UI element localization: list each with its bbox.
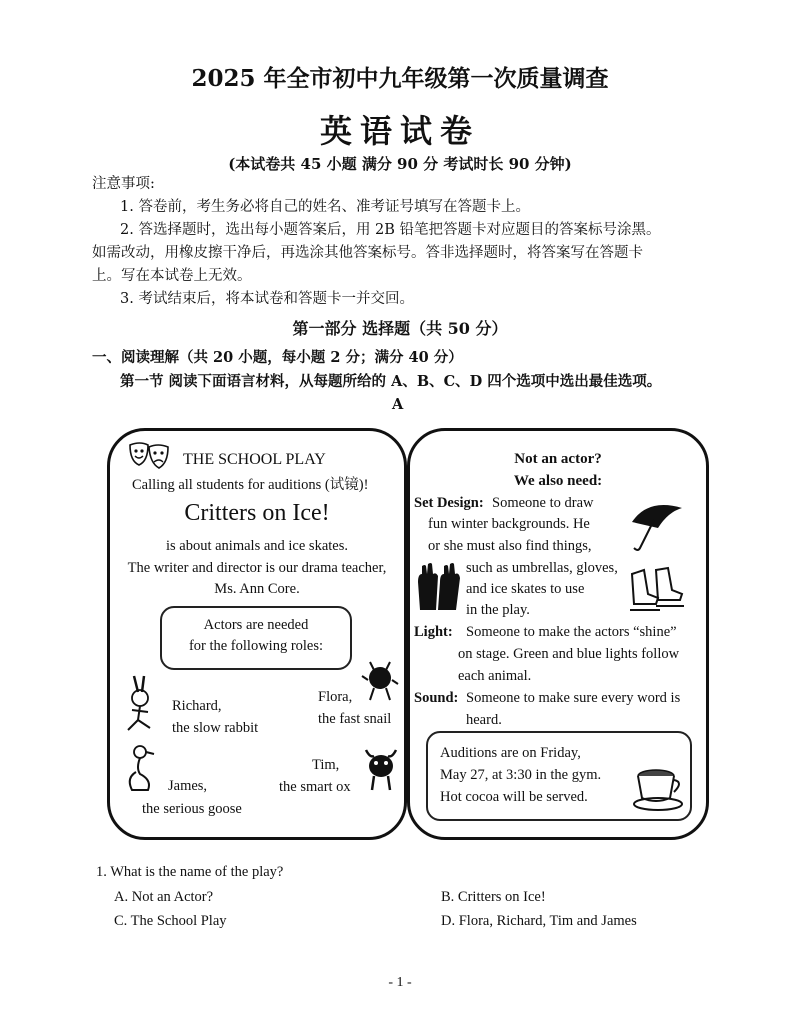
question-1-stem: 1. What is the name of the play? — [96, 864, 284, 880]
set-design-label: Set Design: — [414, 495, 484, 511]
ice-skates-icon — [628, 566, 686, 616]
right-heading-2: We also need: — [513, 473, 603, 489]
play-about: is about animals and ice skates. — [165, 538, 348, 554]
part-title: 第一部分 选择题（共 50 分） — [292, 319, 508, 338]
light-line-1: Someone to make the actors “shine” — [466, 624, 677, 640]
ox-icon — [360, 744, 402, 794]
rabbit-icon — [120, 674, 164, 734]
set-design-line-4: such as umbrellas, gloves, — [466, 560, 618, 576]
role-james-name: James, — [168, 778, 208, 794]
question-1-option-a[interactable]: A. Not an Actor? — [114, 889, 214, 905]
note-item-3: 3. 考试结束后，将本试卷和答题卡一并交回。 — [120, 291, 414, 307]
note-item-2-end: 上。写在本试卷上无效。 — [92, 268, 252, 284]
roles-line-2: for the following roles: — [188, 638, 324, 654]
light-line-3: each animal. — [458, 668, 532, 684]
section-heading: 一、阅读理解（共 20 小题，每小题 2 分；满分 40 分） — [92, 349, 463, 366]
goose-icon — [122, 744, 160, 796]
set-design-line-6: in the play. — [466, 602, 530, 618]
role-richard-desc: the slow rabbit — [172, 720, 259, 736]
note-item-2-cont: 如需改动，用橡皮擦干净后，再选涂其他答案标号。答非选择题时，将答案写在答题卡 — [92, 245, 643, 261]
notes-heading: 注意事项: — [92, 176, 155, 192]
subject-title: 英语试卷 — [319, 112, 480, 150]
umbrella-icon — [628, 498, 688, 552]
drama-masks-icon — [128, 441, 170, 471]
sound-line-1: Someone to make sure every word is — [466, 690, 681, 706]
auditions-line-2: May 27, at 3:30 in the gym. — [440, 767, 602, 783]
set-design-line-2: fun winter backgrounds. He — [428, 516, 590, 532]
play-writer-name: Ms. Ann Core. — [214, 581, 300, 597]
set-design-line-3: or she must also find things, — [428, 538, 592, 554]
poster-call: Calling all students for auditions (试镜)! — [132, 477, 369, 493]
roles-line-1: Actors are needed — [203, 617, 309, 633]
passage-label: A — [392, 396, 404, 413]
role-tim-desc: the smart ox — [279, 779, 351, 795]
set-design-line-5: and ice skates to use — [466, 581, 585, 597]
question-1-option-b[interactable]: B. Critters on Ice! — [441, 889, 546, 905]
role-richard-name: Richard, — [172, 698, 222, 714]
light-line-2: on stage. Green and blue lights follow — [458, 646, 680, 662]
snail-icon — [360, 660, 400, 704]
sound-label: Sound: — [414, 690, 459, 706]
light-label: Light: — [414, 624, 453, 640]
set-design-line-1: Someone to draw — [492, 495, 594, 511]
role-james-desc: the serious goose — [142, 801, 242, 817]
hot-cocoa-icon — [632, 766, 686, 812]
question-1-option-c[interactable]: C. The School Play — [114, 913, 227, 929]
role-tim-name: Tim, — [312, 757, 340, 773]
poster-heading: THE SCHOOL PLAY — [183, 451, 326, 468]
note-item-1: 1. 答卷前，考生务必将自己的姓名、准考证号填写在答题卡上。 — [120, 199, 530, 215]
role-flora-name: Flora, — [318, 689, 353, 705]
role-flora-desc: the fast snail — [318, 711, 392, 727]
play-writer: The writer and director is our drama teacher, — [127, 560, 387, 576]
page-number: - 1 - — [388, 975, 412, 990]
question-1-option-d[interactable]: D. Flora, Richard, Tim and James — [441, 913, 637, 929]
exam-info: (本试卷共 45 小题 满分 90 分 考试时长 90 分钟) — [228, 155, 572, 173]
right-heading-1: Not an actor? — [514, 451, 602, 467]
auditions-line-1: Auditions are on Friday, — [440, 745, 581, 761]
note-item-2: 2. 答选择题时，选出每小题答案后，用 2B 铅笔把答题卡对应题目的答案标号涂黑。 — [120, 222, 661, 238]
section-instruction: 第一节 阅读下面语言材料，从每题所给的 A、B、C、D 四个选项中选出最佳选项。 — [120, 373, 662, 390]
sound-line-2: heard. — [466, 712, 502, 728]
gloves-icon — [414, 560, 462, 612]
auditions-line-3: Hot cocoa will be served. — [440, 789, 588, 805]
play-title: Critters on Ice! — [184, 500, 330, 526]
exam-title: 2025 年全市初中九年级第一次质量调查 — [191, 65, 609, 92]
